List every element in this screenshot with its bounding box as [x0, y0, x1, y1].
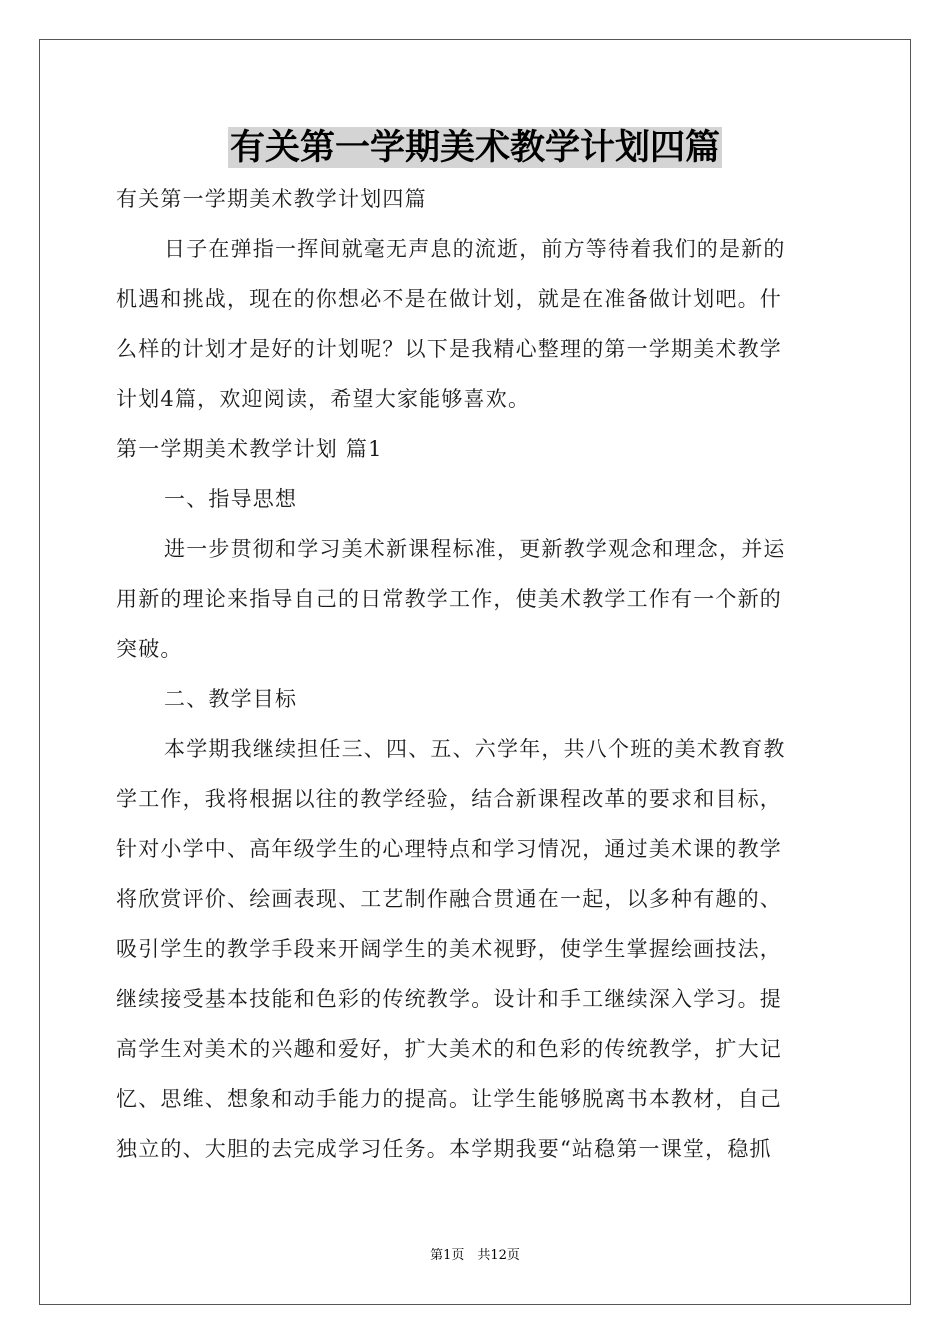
- paragraph-line: 针对小学中、高年级学生的心理特点和学习情况，通过美术课的教学: [116, 837, 782, 861]
- paragraph-line: 么样的计划才是好的计划呢？以下是我精心整理的第一学期美术教学: [116, 337, 782, 361]
- page-border: [39, 39, 911, 1305]
- paragraph-line: 突破。: [116, 637, 183, 661]
- paragraph-line: 高学生对美术的兴趣和爱好，扩大美术的和色彩的传统教学，扩大记: [116, 1037, 782, 1061]
- section-heading: 第一学期美术教学计划 篇1: [116, 437, 383, 461]
- paragraph-line: 独立的、大胆的去完成学习任务。本学期我要“站稳第一课堂，稳抓: [116, 1137, 772, 1161]
- subtitle-line: 有关第一学期美术教学计划四篇: [116, 187, 427, 211]
- paragraph-line: 机遇和挑战，现在的你想必不是在做计划，就是在准备做计划吧。什: [116, 287, 782, 311]
- document-title-text: 有关第一学期美术教学计划四篇: [229, 127, 720, 168]
- page-footer: 第1页 共12页: [430, 1248, 520, 1263]
- paragraph-line: 忆、思维、想象和动手能力的提高。让学生能够脱离书本教材，自己: [116, 1087, 782, 1111]
- subsection-heading: 一、指导思想: [164, 487, 298, 511]
- paragraph-line: 用新的理论来指导自己的日常教学工作，使美术教学工作有一个新的: [116, 587, 782, 611]
- document-title: [0, 125, 950, 171]
- paragraph-line: 计划4篇，欢迎阅读，希望大家能够喜欢。: [116, 387, 531, 411]
- subsection-heading: 二、教学目标: [164, 687, 298, 711]
- paragraph-line: 进一步贯彻和学习美术新课程标准，更新教学观念和理念，并运: [164, 537, 786, 561]
- paragraph-line: 继续接受基本技能和色彩的传统教学。设计和手工继续深入学习。提: [116, 987, 782, 1011]
- paragraph-line: 日子在弹指一挥间就毫无声息的流逝，前方等待着我们的是新的: [164, 237, 786, 261]
- paragraph-line: 将欣赏评价、绘画表现、工艺制作融合贯通在一起，以多种有趣的、: [116, 887, 782, 911]
- paragraph-line: 本学期我继续担任三、四、五、六学年，共八个班的美术教育教: [164, 737, 786, 761]
- paragraph-line: 吸引学生的教学手段来开阔学生的美术视野，使学生掌握绘画技法，: [116, 937, 782, 961]
- paragraph-line: 学工作，我将根据以往的教学经验，结合新课程改革的要求和目标，: [116, 787, 782, 811]
